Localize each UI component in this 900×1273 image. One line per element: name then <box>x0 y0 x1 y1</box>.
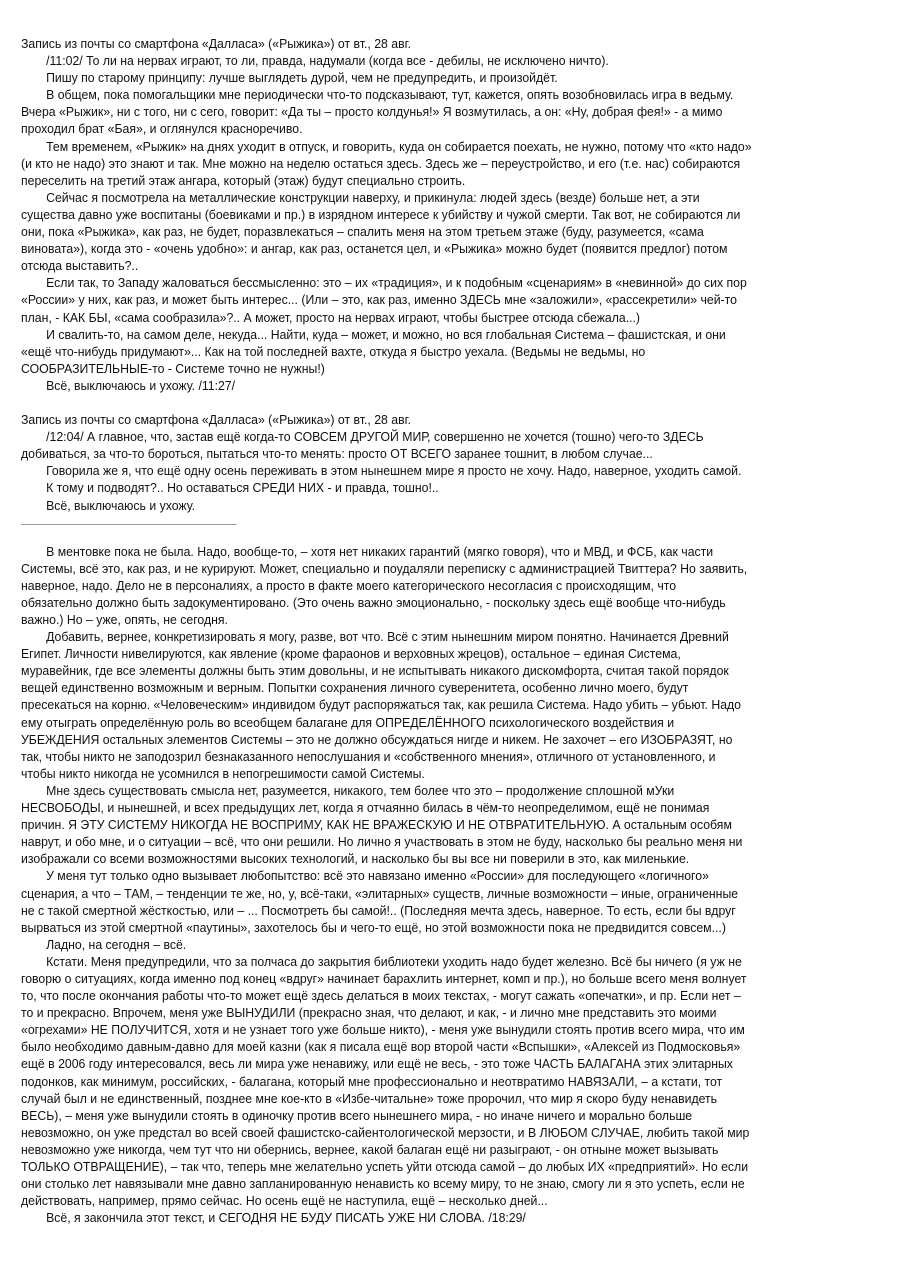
mail-entry-1 <box>21 35 891 394</box>
text-line: наврут, и обо мне, и о ситуации – всё, что они решили. Но лично я участвовать в этом не буду, насколько бы реально меня ни <box>21 834 743 850</box>
text-line: В общем, пока помогальщики мне периодически что-то подсказывают, тут, кажется, опять возобновилась игра в ведьму. <box>46 87 734 103</box>
text-line: Добавить, вернее, конкретизировать я могу, разве, вот что. Всё с этим нынешним миром понятно. Начинается Древний <box>46 629 729 645</box>
text-line: важно.) Но – уже, опять, не сегодня. <box>21 612 228 627</box>
text-line: /11:02/ То ли на нервах играют, то ли, правда, надумали (когда все - дебилы, не исключено ничто). <box>46 53 609 69</box>
text-line: /12:04/ А главное, что, застав ещё когда-то СОВСЕМ ДРУГОЙ МИР, совершенно не хочется (тошно) чего-то ЗДЕСЬ <box>46 429 704 445</box>
text-line: невозможно уже никогда, чем тут что ни обернись, вернее, какой балаган ещё ни разыграют, - он отныне может вызывать <box>21 1141 719 1157</box>
text-line: они столько лет навязывали мне давно запланированную ненависть ко всему миру, то не знаю, смогу ли я это успеть, если не <box>21 1176 745 1192</box>
text-line: пресекаться на корню. «Человеческим» индивидом будут распоряжаться так, как решила Система. Надо убить – убьют. Надо <box>21 697 742 713</box>
text-line: они, пока «Рыжика», как раз, не будет, поразвлекаться – спалить меня на этом третьем этаже (буду, разумеется, «сама <box>21 224 704 240</box>
text-line: невозможно, он уже предстал во всей своей фашистско-сайентологической мерзости, и В ЛЮБОМ СЛУЧАЕ, любить такой мир <box>21 1124 750 1140</box>
text-line: Системы, всё это, как раз, и не курируют. Может, специально и поудаляли переписку с администрацией Твиттера? Но заявить, <box>21 560 748 576</box>
entry-heading: Запись из почты со смартфона «Далласа» («Рыжика») от вт., 28 авг. <box>21 412 411 428</box>
text-line: переселить на третий этаж ангара, который (этаж) будут специально строить. <box>21 172 466 188</box>
text-line: Египет. Личности нивелируются, как явление (кроме фараонов и верховных жрецов), остальное – единая Система, <box>21 646 681 662</box>
text-line: НЕСВОБОДЫ, и нынешней, и всех предыдущих лет, когда я отчаянно билась в чём-то неопределимом, ещё не понимая <box>21 800 710 816</box>
text-line: вещей единственно возможным и верным. Попытки сохранения личного суверенитета, особенно лично моего, будут <box>21 680 689 696</box>
text-line: изображали со всеми возможностями высоких технологий, и насколько бы вы все ни поверили в это, как миленькие. <box>21 851 690 867</box>
text-line: чтобы никто никогда не усомнился в непогрешимости самой Системы. <box>21 765 425 781</box>
text-line: сценария, а что – ТАМ, – тенденции те же, но, у, всё-таки, «элитарных» существ, личные возможности – иные, ограниченные <box>21 885 739 901</box>
text-line: «России» у них, как раз, и может быть интерес... (Или – это, как раз, именно ЗДЕСЬ мне «заложили», «рассекретили» чей-то <box>21 292 737 308</box>
text-line: виновата»), когда это - «очень удобно»: и ангар, как раз, останется цел, и «Рыжика» можно будет (появится предлог) потом <box>21 241 728 257</box>
text-line: СООБРАЗИТЕЛЬНЫЕ-то - Системе точно не нужны!) <box>21 360 325 376</box>
text-line: ТОЛЬКО ОТВРАЩЕНИЕ), – так что, теперь мне желательно успеть уйти отсюда самой – до любых ИХ «предприятий». Но если <box>21 1159 749 1174</box>
text-line: существа давно уже воспитаны (боевиками и пр.) в изрядном интересе к убийству и чужой смерти. Так вот, не собираются ли <box>21 206 741 222</box>
text-line: Сейчас я посмотрела на металлические конструкции наверху, и прикинула: людей здесь (везде) больше нет, а эти <box>46 189 700 205</box>
text-line: Всё, выключаюсь и ухожу. <box>46 497 196 513</box>
text-line: подонков, как минимум, российских, - балагана, который мне профессионально и неотвратимо НАВЯЗАЛИ, – а кстати, тот <box>21 1073 723 1089</box>
spacer <box>21 394 891 411</box>
text-line: ВЕСЬ), – меня уже вынудили стоять в одиночку против всего нынешнего мира, - но иначе ничего и морально больше <box>21 1107 693 1123</box>
text-line: муравейник, где все элементы должны быть этим довольны, и не испытывать никакого дискомфорта, считая такой порядок <box>21 663 729 679</box>
text-line: УБЕЖДЕНИЯ остальных элементов Системы – это не должно обсуждаться нигде и никем. Не захочет – его ИЗОБРАЗЯТ, но <box>21 731 733 747</box>
text-line: добиваться, за что-то бороться, пытаться что-то менять: просто ОТ ВСЕГО заранее тошнит, в любом случае... <box>21 446 653 462</box>
text-line: (и кто не надо) это знают и так. Мне можно на неделю остаться здесь. Здесь же – переустройство, и его (т.е. нас) собираются <box>21 155 741 171</box>
text-line: Вчера «Рыжик», ни с того, ни с сего, говорит: «Да ты – просто колдунья!» Я возмутилась, а он: «Ну, добрая фея!» - а мимо <box>21 104 723 120</box>
main-body <box>21 543 891 1227</box>
text-line: проходил брат «Бая», и оглянулся красноречиво. <box>21 121 303 137</box>
text-line: вырваться из этой смертной «паутины», захотелось бы и чего-то ещё, но этой возможности пока не предвидится совсем...) <box>21 919 726 935</box>
text-line: случай был и не единственный, позднее мне кое-кто в «Избе-читальне» тоже пророчил, что мир я скоро буду ненавидеть <box>21 1090 718 1106</box>
text-line: Ладно, на сегодня – всё. <box>46 936 187 952</box>
text-line: Всё, выключаюсь и ухожу. /11:27/ <box>46 377 236 393</box>
text-line: У меня тут только одно вызывает любопытство: всё это навязано именно «России» для последующего «логичного» <box>46 868 709 884</box>
text-line: так, чтобы никто не заподозрил безнаказанного непослушания и «собственного мнения», отличного от установленного, и <box>21 748 716 764</box>
text-line: то, что после окончания работы что-то может ещё здесь делаться в моих текстах, - могут сажать «опечатки», и пр. Если нет – <box>21 988 741 1004</box>
text-line: наверное, надо. Дело не в персоналиях, а просто в факте моего категорического несогласия с происходящим, что <box>21 577 677 593</box>
text-line: ему отыграть определённую роль во всеобщем балагане для ОПРЕДЕЛЁННОГО психологического воздействия и <box>21 714 675 730</box>
text-line: ещё в 2006 году интересовался, весь ли мира уже ненавижу, или ещё не весь, - это тоже ЧАСТЬ БАЛАГАНА этих элитарных <box>21 1056 733 1072</box>
entry-heading: Запись из почты со смартфона «Далласа» («Рыжика») от вт., 28 авг. <box>21 36 411 51</box>
text-line: было необходимо давным-давно для моей казни (как я писала ещё вор второй части «Вспышки», «Алексей из Подмосковья» <box>21 1039 741 1055</box>
text-line: не с такой смертной жёсткостью, или – ... Посмотреть бы самой!.. (Последняя мечта здесь, наверное. То есть, если бы вдруг <box>21 902 736 918</box>
text-line: план, - КАК БЫ, «сама сообразила»?.. А может, просто на нервах играют, чтобы быстрее отсюда сбежала...) <box>21 309 641 325</box>
entry-body <box>21 52 891 394</box>
text-line: действовать, например, прямо сейчас. Но осень ещё не наступила, ещё – несколько дней... <box>21 1193 548 1209</box>
text-line: И свалить-то, на самом деле, некуда... Найти, куда – может, и можно, но вся глобальная Система – фашистская, и они <box>46 326 726 342</box>
section-divider <box>21 524 237 525</box>
text-line: Говорила же я, что ещё одну осень переживать в этом нынешнем мире я просто не хочу. Надо, наверное, уходить самой. <box>46 463 742 479</box>
main-text <box>21 543 891 1227</box>
text-line: «ещё что-нибудь придумают»... Как на той последней вахте, откуда я быстро уехала. (Ведьмы не ведьмы, но <box>21 343 646 359</box>
text-line: «огрехами» НЕ ПОЛУЧИТСЯ, хотя и не узнает того уже больше никто), - меня уже вынудили стоять против всего мира, что им <box>21 1022 745 1038</box>
text-line: Мне здесь существовать смысла нет, разумеется, никакого, тем более что это – продолжение сплошной мУки <box>46 782 675 798</box>
text-line: то и прекрасно. Впрочем, меня уже ВЫНУДИЛИ (прекрасно зная, что делают, и как, - и лично мне представить это моими <box>21 1005 717 1021</box>
text-line: говорю о ситуациях, когда именно под конец «вдруг» начинает барахлить интернет, комп и пр.), но больше всего меня волнует <box>21 970 747 986</box>
entry-body <box>21 428 891 513</box>
text-line: В ментовке пока не была. Надо, вообще-то, – хотя нет никаких гарантий (мягко говоря), что и МВД, и ФСБ, как части <box>46 543 714 559</box>
text-line: причин. Я ЭТУ СИСТЕМУ НИКОГДА НЕ ВОСПРИМУ, КАК НЕ ВРАЖЕСКУЮ И НЕ ОТВРАТИТЕЛЬНУЮ. А остальным особям <box>21 817 732 833</box>
mail-entry-2 <box>21 411 891 514</box>
text-line: К тому и подводят?.. Но оставаться СРЕДИ НИХ - и правда, тошно!.. <box>46 480 439 496</box>
text-line: Кстати. Меня предупредили, что за полчаса до закрытия библиотеки уходить надо будет железно. Всё бы ничего (я уж не <box>46 953 742 969</box>
text-line: Всё, я закончила этот текст, и СЕГОДНЯ НЕ БУДУ ПИСАТЬ УЖЕ НИ СЛОВА. /18:29/ <box>46 1210 526 1226</box>
text-line: Пишу по старому принципу: лучше выглядеть дурой, чем не предупредить, и произойдёт. <box>46 70 558 86</box>
text-line: обязательно должно быть задокументировано. (Это очень важно эмоционально, - поскольку здесь ещё вообще что-нибудь <box>21 594 726 610</box>
text-line: Если так, то Западу жаловаться бессмысленно: это – их «традиция», и к подобным «сценариям» в «невинной» до сих пор <box>46 275 747 291</box>
text-line: отсюда выставить?.. <box>21 258 139 274</box>
text-line: Тем временем, «Рыжик» на днях уходит в отпуск, и говорить, куда он собирается поехать, не нужно, потому что «кто надо» <box>46 138 752 154</box>
document-page <box>21 35 891 1226</box>
